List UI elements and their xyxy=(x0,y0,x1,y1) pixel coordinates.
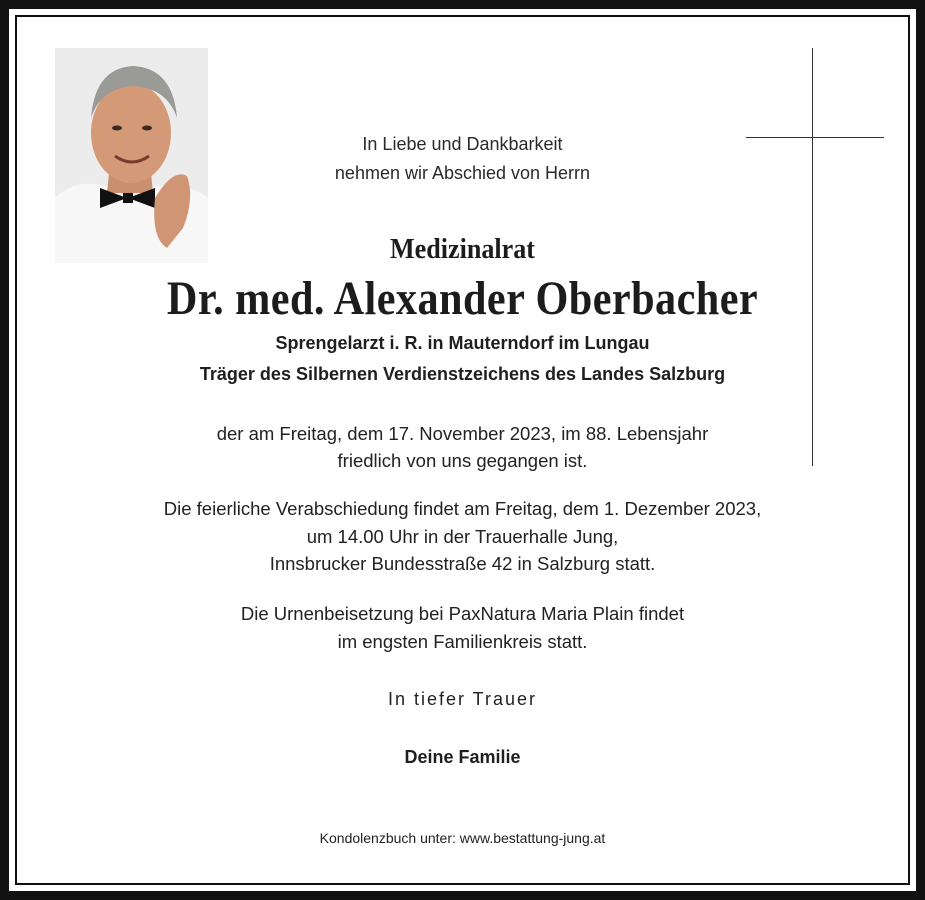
role-line-1: Sprengelarzt i. R. in Mauterndorf im Lungau xyxy=(275,333,650,353)
family-signature: Deine Familie xyxy=(404,747,521,767)
burial-line-1: Die Urnenbeisetzung bei PaxNatura Maria Plain findet xyxy=(240,603,685,624)
role-line-2: Träger des Silbernen Verdienstzeichens des Landes Salzburg xyxy=(199,364,726,384)
condolence-link[interactable]: Kondolenzbuch unter: www.bestattung-jung.at xyxy=(319,830,606,846)
burial-line-2: im engsten Familienkreis statt. xyxy=(337,631,588,652)
intro-line-1: In Liebe und Dankbarkeit xyxy=(362,134,563,154)
portrait-photo xyxy=(55,48,208,263)
ceremony-line-2: um 14.00 Uhr in der Trauerhalle Jung, xyxy=(306,526,619,547)
honorific-title: Medizinalrat xyxy=(390,233,535,265)
mourning-phrase: In tiefer Trauer xyxy=(387,689,538,709)
intro-line-2: nehmen wir Abschied von Herrn xyxy=(334,163,591,183)
ceremony-line-1: Die feierliche Verabschiedung findet am Freitag, dem 1. Dezember 2023, xyxy=(163,498,762,519)
ceremony-line-3: Innsbrucker Bundesstraße 42 in Salzburg statt. xyxy=(269,553,656,574)
death-line-1: der am Freitag, dem 17. November 2023, im 88. Lebensjahr xyxy=(216,423,709,444)
deceased-name: Dr. med. Alexander Oberbacher xyxy=(166,272,759,325)
death-line-2: friedlich von uns gegangen ist. xyxy=(337,450,588,471)
